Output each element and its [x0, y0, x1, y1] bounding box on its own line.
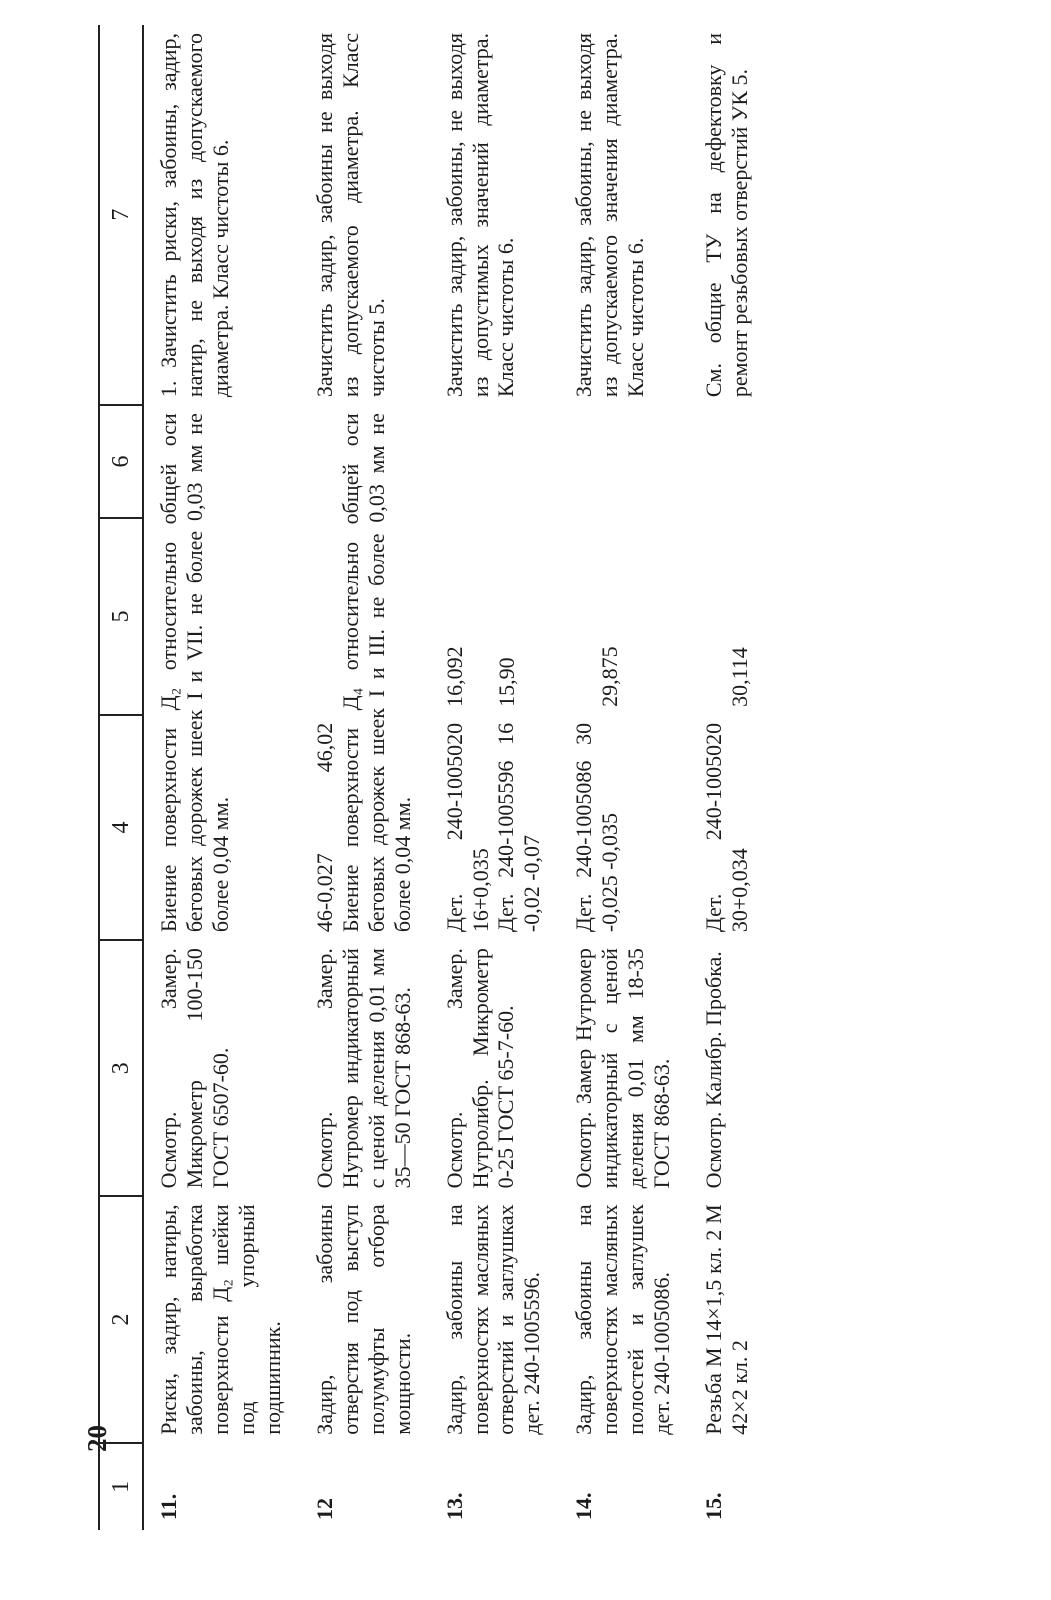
defect-cell: Риски, задир, натиры, забоины, выработка поверхности Д₂ шейки под упорный подшипник.: [156, 1204, 285, 1435]
remedy-cell: Зачистить задир, забоины, не выходя из допустимых значений диаметра. Класс чистоты 6.: [441, 33, 519, 398]
table-row: [143, 25, 300, 1530]
spec-cell: Биение поверхности Д₂ относительно общей оси беговых дорожек шеек I и VII. не более 0,03 мм не более 0,04 мм.: [156, 413, 233, 933]
column-header: 6: [99, 405, 143, 518]
defect-cell: Задир, забоины на поверхностях масляных отверстий и заглушках дет. 240-1005596.: [441, 1204, 545, 1435]
limit-size: 29,875: [597, 646, 623, 707]
empty-cell: [430, 405, 560, 518]
nominal-size-cell: [430, 715, 560, 940]
column-header: 5: [99, 518, 143, 715]
method-cell: Осмотр. Замер Нутромер индикаторный с ценой деления 0,01 мм 18-35 ГОСТ 868-63.: [571, 948, 675, 1189]
limit-size: 15,90: [493, 657, 519, 707]
nominal-size: Дет. 240-1005596 16 -0,02 -0,07: [493, 722, 545, 933]
column-header: 4: [99, 715, 143, 940]
row-number: 15.: [701, 1492, 727, 1520]
empty-cell: [559, 405, 689, 518]
page-number: 20: [82, 1425, 112, 1452]
runout-text: Биение поверхности Д₄ относительно общей оси беговых дорожек шеек I и III. не более 0,03 мм не более 0,04 мм.: [337, 413, 415, 933]
limit-size-cell: [559, 518, 689, 715]
remedy-cell: Зачистить задир, забоины, не выходя из допускаемого значения диаметра. Класс чистоты 6.: [571, 33, 649, 398]
column-header: 7: [99, 25, 143, 405]
nominal-size-line: [312, 413, 338, 932]
table-row: [559, 25, 689, 1530]
limit-size: 16,092: [441, 646, 467, 707]
method-cell: Осмотр. Калибр. Пробка.: [701, 951, 727, 1189]
spec-cell: [300, 405, 430, 940]
rotated-page: [98, 25, 998, 1530]
nominal-size: Дет. 240-1005020 16+0,035: [441, 722, 493, 933]
limit-size-cell: [689, 518, 767, 715]
method-cell: Осмотр. Замер. Нутромер индикаторный с ценой деления 0,01 мм 35—50 ГОСТ 868-63.: [311, 948, 415, 1189]
table-row: [689, 25, 767, 1530]
limit-size: 46,02: [311, 722, 337, 773]
table-header-row: [99, 25, 143, 1530]
row-number: 12: [311, 1498, 337, 1520]
row-number: 14.: [571, 1492, 597, 1520]
method-cell: Осмотр. Замер. Нутролибр. Микрометр 0-25 ГОСТ 65-7-60.: [441, 948, 519, 1189]
method-cell: Осмотр. Замер. Микрометр 100-150 ГОСТ 6507-60.: [156, 948, 233, 1189]
table-row: [300, 25, 430, 1530]
remedy-cell: Зачистить задир, забоины не выходя из допускаемого диаметра. Класс чистоты 5.: [311, 33, 389, 398]
limit-size: 30,114: [727, 647, 753, 707]
limit-size-cell: [430, 518, 560, 715]
row-number: 13.: [441, 1492, 467, 1520]
column-header: 3: [99, 940, 143, 1196]
column-header: 2: [99, 1196, 143, 1442]
nominal-size-cell: Дет. 240-1005020 30+0,034: [701, 722, 753, 933]
row-number: 11.: [156, 1493, 181, 1520]
defect-cell: Задир, забоины отверстия под выступ полумуфты отбора мощности.: [311, 1204, 415, 1435]
table-row: [430, 25, 560, 1530]
defect-cell: Резьба М 14×1,5 кл. 2 М 42×2 кл. 2: [701, 1204, 753, 1435]
nominal-size-cell: Дет. 240-1005086 30 -0,025 -0,035: [571, 722, 623, 933]
defect-cell: Задир, забоины на поверхностях масляных полостей и заглушек дет. 240-1005086.: [571, 1204, 675, 1435]
nominal-size: 46-0,027: [311, 853, 337, 933]
column-header: 1: [99, 1443, 143, 1530]
defect-table: [98, 25, 767, 1530]
remedy-cell: 1. Зачистить риски, забоины, задир, натир, не выходя из допускаемого диаметра. Класс чистоты 6.: [156, 33, 233, 398]
empty-cell: [689, 405, 767, 518]
remedy-cell: См. общие ТУ на дефектовку и ремонт резьбовых отверстий УК 5.: [701, 33, 753, 398]
